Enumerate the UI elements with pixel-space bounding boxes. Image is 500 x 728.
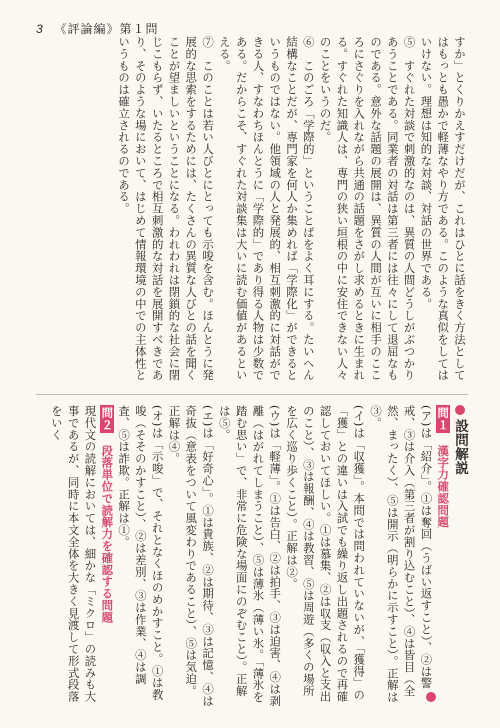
answer-item: (エ)は「好奇心」。①は貴族、②は期待、③は記憶、④は奇抜（意表をついて風変わりであること）、⑤は気迫。正解は④。	[167, 405, 216, 707]
page-header	[36, 20, 159, 37]
question-2-heading	[98, 405, 115, 707]
essay-body	[28, 36, 468, 390]
answer-item: (ア)は「紹介」。①は奪回（うばい返すこと）、②は警戒、③は介入（第三者が割り込むこと）、④は皆目（全然、まったく）、⑤は開示（明らかに示すこと）。正解は③。	[369, 405, 434, 703]
answer-item: (イ)は「収獲」。本問では問われていないが、「獲得」の「獲」との違いは入試でも繰り返し出題されるので再確認しておいてほしい。①は慕集、②は収支（収入と支出のこと）、③は報酬、④は教習、⑤は周遊（多くの場所を広く巡り歩くこと）。正解は②。	[285, 405, 367, 703]
question-label: 問２	[100, 407, 115, 431]
question-2-text: 現代文の読解においては、細かな「ミクロ」の読みも大事であるが、同時に本文全体を大きく見渡して形式段落をいく	[49, 405, 98, 703]
question-title: 段落単位で読解力を確認する問題	[100, 444, 115, 624]
section-divider	[36, 394, 468, 395]
paragraph: ⑤ すぐれた対談で刺激的なのは、異質の人間どうしがぶつかりあうことである。同業者の対話は第三者には往々にして退屈なものである。意外な話題の展開は、異質の人間が互いに相手のこころにさぐりを入れながら共通の話題をさがし求めるときに生まれる。すぐれた知識人は、専門の狭い垣根の中に安住できない人々のことをいうのだ。	[318, 36, 417, 382]
page-title: 《評論編》第１問	[54, 22, 159, 36]
question-1-heading	[434, 405, 451, 707]
end-dot-icon	[426, 692, 436, 702]
explanation-body	[28, 405, 468, 707]
question-title: 漢字力確認問題	[436, 444, 451, 529]
section-heading: 設問解説	[451, 405, 468, 707]
question-label: 問１	[436, 407, 451, 431]
paragraph: ⑦ このことは若い人びとにとっても示唆を含む。ほんとうに発展的な思索をするためには、たくさんの異質な人びとの話を聞くことが望ましいということになる。われわれは閉鎖的な社会に閉じこもらず、いたるところで相互刺激的な対話を展開すべきであり、そのような場において、はじめて情報環境の中での主体性というものは確立されるのである。	[117, 36, 216, 382]
paragraph: ⑥ このごろ「学際的」ということばをよく耳にする。たいへん結構なことだが、専門家を何人か集めれば「学際化」ができるというものではない。他領域の人と発展的、相互刺激的に対話ができる人、すなわちほんとうに「学際的」であり得る人物は少数である。だからこそ、すぐれた対談集は大いに読む価値があるといえる。	[217, 36, 316, 382]
page-number: 3	[36, 22, 44, 36]
bullet-dot-icon	[455, 405, 465, 415]
paragraph: すか」とくりかえすだけだが、これはひとに話をきく方法としてはもっとも愚かで軽薄なやり方である。このような真似をしてはいけない。理想は知的な対談、対話の世界である。	[419, 36, 467, 382]
answer-item: (ウ)は「軽薄」。①は告白、②は拍手、③は迫害、④は剥離（はがれてしまうこと）、⑤は薄氷（薄い氷。「薄氷を踏む思い」で、非常に危険な場面にのぞむこと）。正解は⑤。	[217, 405, 283, 707]
answer-item: (オ)は「示唆」で、それとなくほのめかすこと。①は教唆（そそのかすこと）、②は差別、③は作業、④は調査、⑤は詐欺。正解は①。	[117, 405, 165, 701]
